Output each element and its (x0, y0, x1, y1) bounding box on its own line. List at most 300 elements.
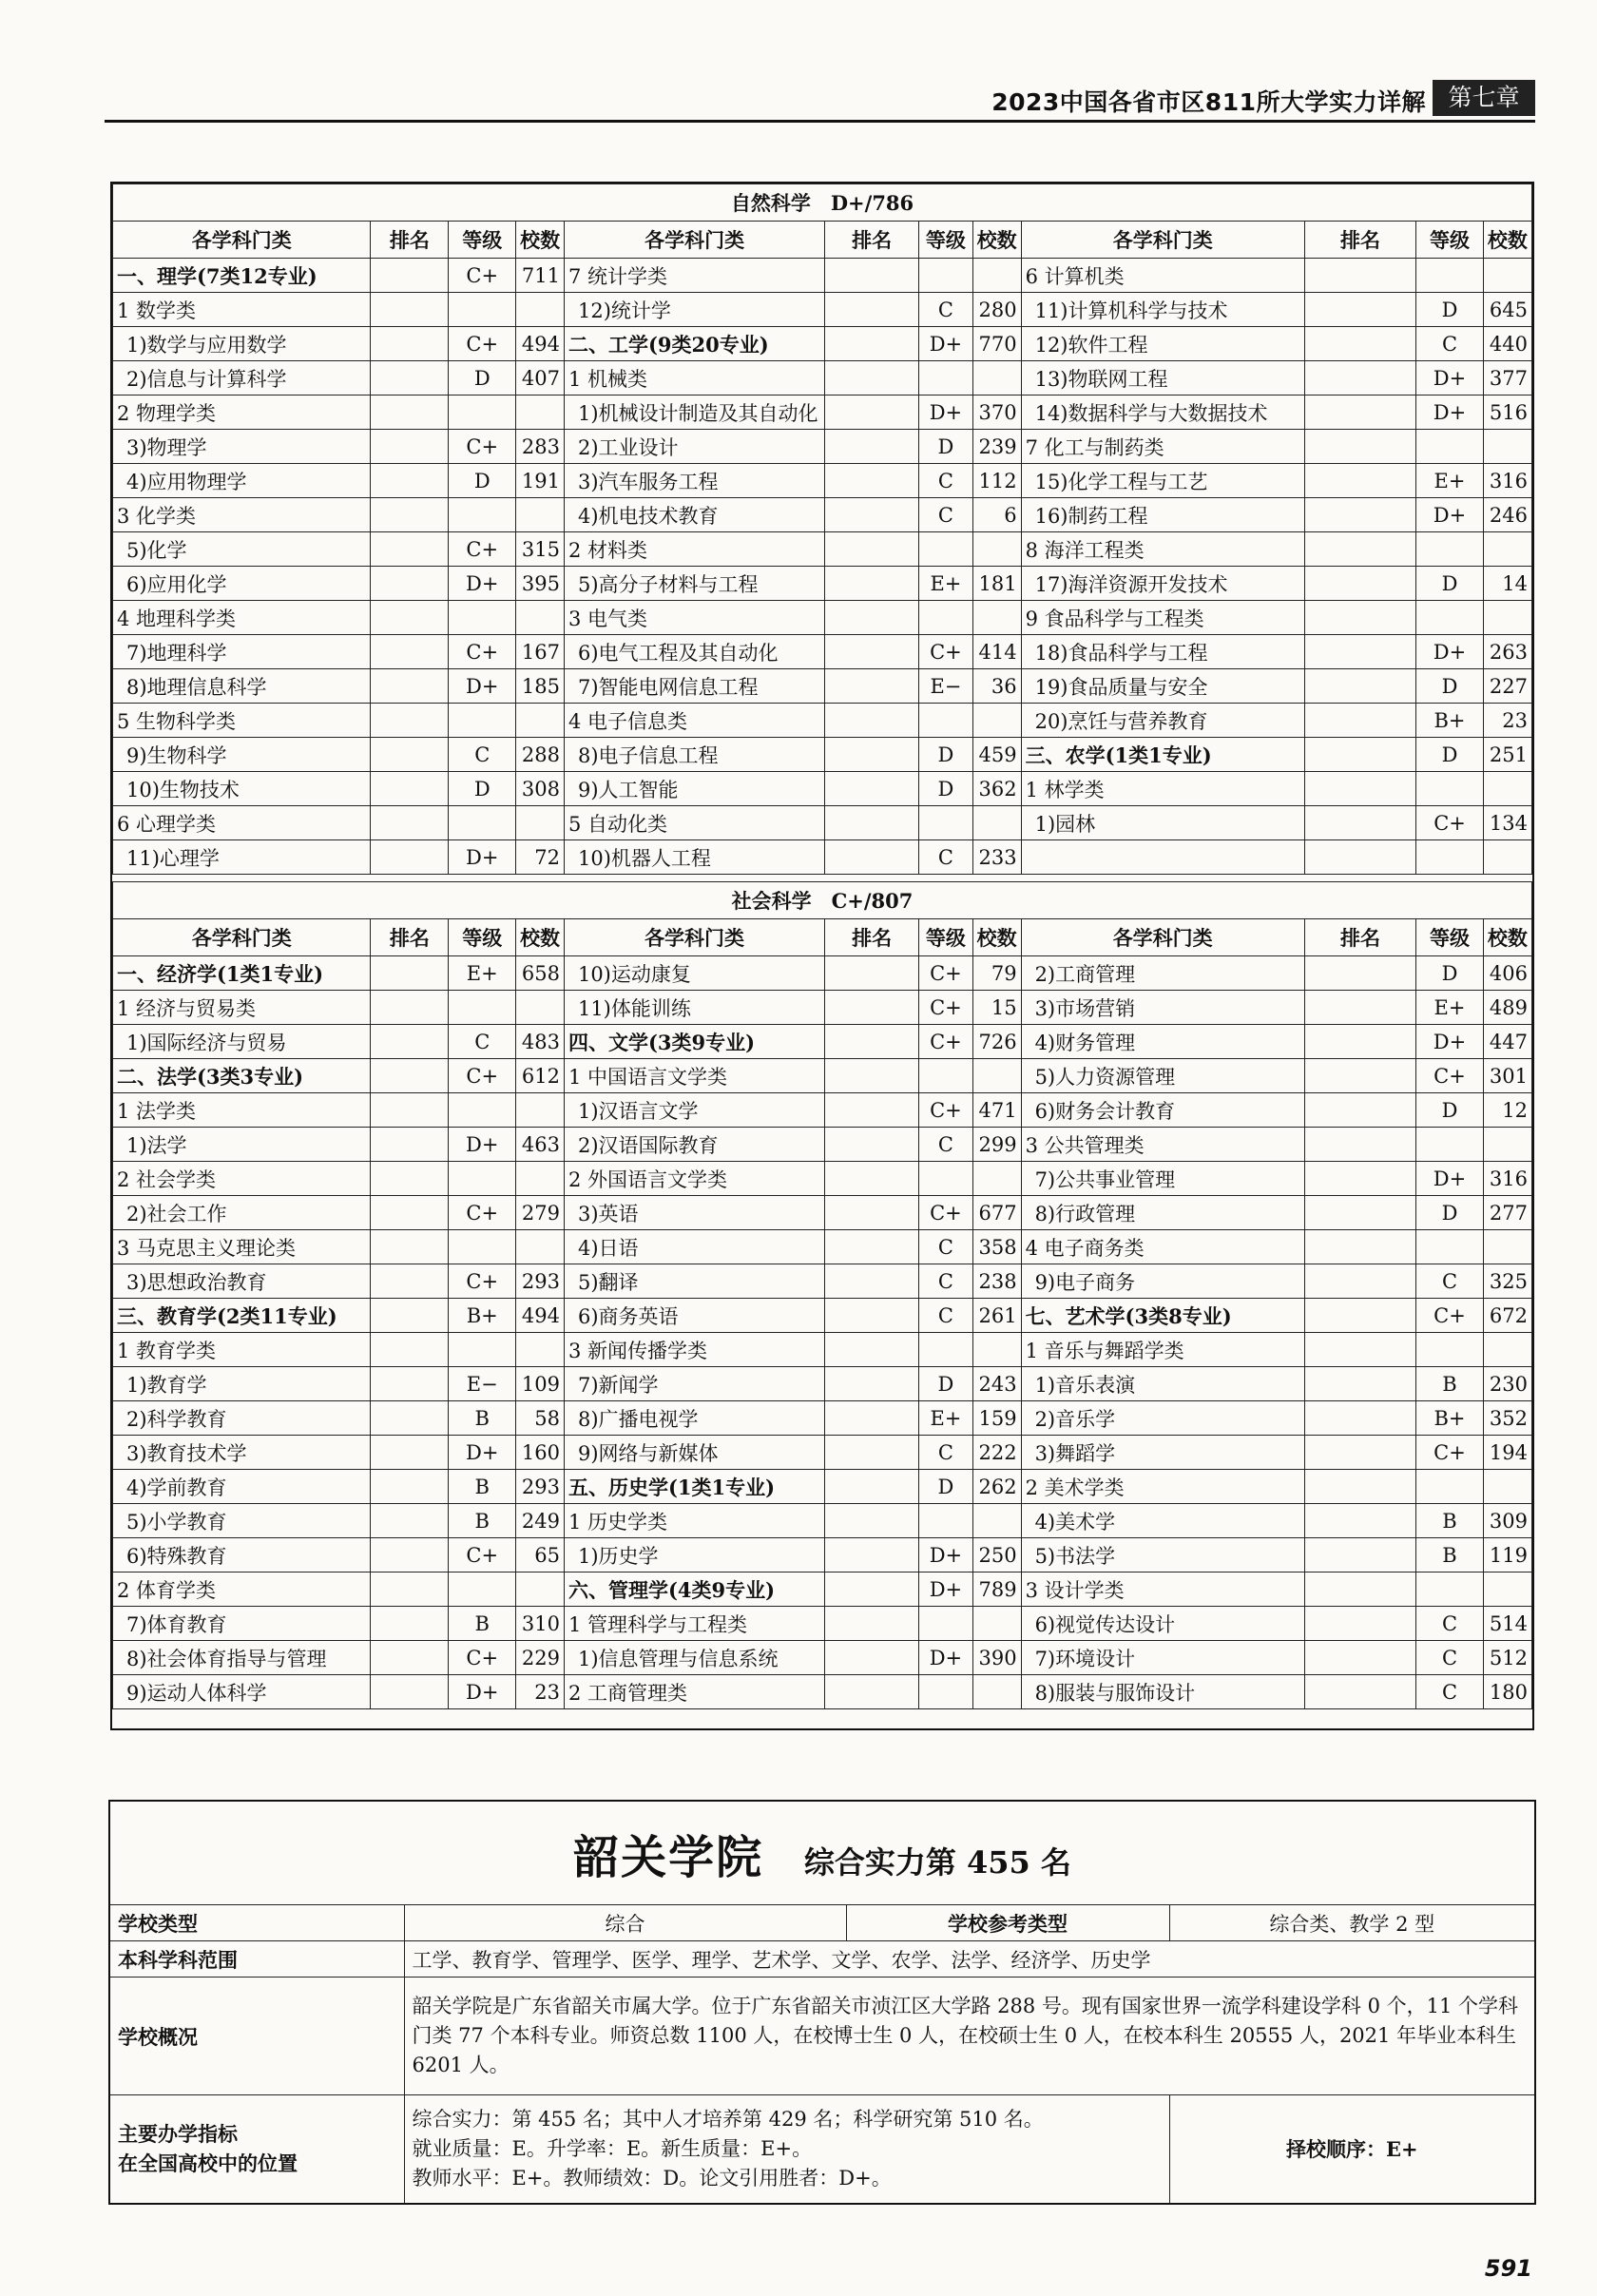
rank-cell (825, 1230, 919, 1264)
count-cell: 414 (972, 635, 1021, 669)
subject-name: 7)新闻学 (564, 1367, 824, 1401)
rank-cell (371, 1299, 449, 1333)
subject-name: 4 地理科学类 (113, 601, 371, 635)
grade-cell: C (919, 1230, 973, 1264)
rank-cell (825, 1607, 919, 1641)
column-header: 等级 (919, 919, 973, 956)
rank-cell (825, 396, 919, 430)
count-cell: 406 (1483, 956, 1531, 991)
count-cell: 310 (516, 1607, 565, 1641)
subject-name: 4)日语 (564, 1230, 824, 1264)
column-header: 排名 (1304, 222, 1415, 259)
subject-name: 2)汉语国际教育 (564, 1128, 824, 1162)
count-cell (972, 259, 1021, 293)
table-row (113, 1059, 1532, 1093)
table-row (113, 1367, 1532, 1401)
column-header-row (113, 919, 1532, 956)
count-cell: 789 (972, 1572, 1021, 1607)
profile-title (109, 1801, 1535, 1905)
count-cell: 370 (972, 396, 1021, 430)
subject-name: 2)音乐学 (1021, 1401, 1304, 1436)
subject-name: 10)运动康复 (564, 956, 824, 991)
grade-cell (1416, 1572, 1484, 1607)
count-cell (1483, 259, 1531, 293)
column-header: 排名 (371, 222, 449, 259)
rank-cell (825, 635, 919, 669)
grade-cell (1416, 259, 1484, 293)
subject-name: 9)人工智能 (564, 772, 824, 806)
subject-name: 3 化学类 (113, 498, 371, 532)
grade-cell (1416, 1128, 1484, 1162)
count-cell: 243 (972, 1367, 1021, 1401)
count-cell (516, 601, 565, 635)
subject-name: 4)应用物理学 (113, 464, 371, 498)
column-header: 排名 (825, 919, 919, 956)
grade-cell: E− (449, 1367, 516, 1401)
subject-name: 3)舞蹈学 (1021, 1436, 1304, 1470)
grade-cell: D+ (1416, 396, 1484, 430)
subject-name: 2 外国语言文学类 (564, 1162, 824, 1196)
count-cell: 119 (1483, 1538, 1531, 1572)
subject-name: 8)电子信息工程 (564, 738, 824, 772)
table-row (113, 1093, 1532, 1128)
count-cell: 14 (1483, 567, 1531, 601)
subject-name: 6)应用化学 (113, 567, 371, 601)
subject-name: 5)翻译 (564, 1264, 824, 1299)
section-title: 自然科学 D+/786 (113, 184, 1532, 222)
subject-name: 1)法学 (113, 1128, 371, 1162)
rank-cell (1304, 1230, 1415, 1264)
subject-name: 7 化工与制药类 (1021, 430, 1304, 464)
grade-cell: C+ (449, 259, 516, 293)
rank-cell (825, 532, 919, 567)
count-cell: 159 (972, 1401, 1021, 1436)
grade-cell (919, 704, 973, 738)
rank-cell (825, 1162, 919, 1196)
count-cell: 514 (1483, 1607, 1531, 1641)
grade-cell: E+ (919, 1401, 973, 1436)
subject-name: 15)化学工程与工艺 (1021, 464, 1304, 498)
rank-cell (1304, 567, 1415, 601)
grade-cell: C (1416, 327, 1484, 361)
subject-name: 10)机器人工程 (564, 840, 824, 875)
subject-name: 三、农学(1类1专业) (1021, 738, 1304, 772)
table-row (113, 772, 1532, 806)
rank-cell (371, 1025, 449, 1059)
count-cell: 58 (516, 1401, 565, 1436)
count-cell: 180 (1483, 1675, 1531, 1709)
subject-name: 1)音乐表演 (1021, 1367, 1304, 1401)
count-cell (516, 991, 565, 1025)
grade-cell: B (1416, 1504, 1484, 1538)
table-row (113, 840, 1532, 875)
rank-cell (1304, 601, 1415, 635)
grade-cell: E+ (1416, 991, 1484, 1025)
subject-name: 一、经济学(1类1专业) (113, 956, 371, 991)
count-cell (972, 361, 1021, 396)
table-row (113, 991, 1532, 1025)
grade-cell: D (1416, 293, 1484, 327)
table-row (113, 532, 1532, 567)
subject-name: 3)物理学 (113, 430, 371, 464)
grade-cell: D+ (449, 567, 516, 601)
count-cell: 280 (972, 293, 1021, 327)
rank-cell (371, 464, 449, 498)
subject-name: 20)烹饪与营养教育 (1021, 704, 1304, 738)
grade-cell: C (919, 840, 973, 875)
column-header: 等级 (449, 222, 516, 259)
grade-cell (1416, 840, 1484, 875)
school-type-value: 综合 (404, 1905, 846, 1941)
count-cell: 36 (972, 669, 1021, 704)
grade-cell (449, 293, 516, 327)
subject-name: 3 马克思主义理论类 (113, 1230, 371, 1264)
rank-cell (1304, 1196, 1415, 1230)
count-cell: 358 (972, 1230, 1021, 1264)
rank-cell (1304, 1093, 1415, 1128)
section-title-row (113, 882, 1532, 919)
count-cell: 181 (972, 567, 1021, 601)
rank-cell (825, 1367, 919, 1401)
subject-name: 六、管理学(4类9专业) (564, 1572, 824, 1607)
subject-name: 11)计算机科学与技术 (1021, 293, 1304, 327)
count-cell: 222 (972, 1436, 1021, 1470)
column-header: 排名 (371, 919, 449, 956)
grade-cell: C+ (449, 1059, 516, 1093)
natural-science-body (113, 184, 1532, 875)
table-row (113, 1436, 1532, 1470)
subject-name: 8)社会体育指导与管理 (113, 1641, 371, 1675)
count-cell (1483, 1230, 1531, 1264)
grade-cell: C+ (1416, 1299, 1484, 1333)
indicator-details (404, 2095, 1169, 2204)
count-cell: 23 (1483, 704, 1531, 738)
subject-name: 1)园林 (1021, 806, 1304, 840)
subject-name: 四、文学(3类9专业) (564, 1025, 824, 1059)
grade-cell (919, 1607, 973, 1641)
grade-cell (449, 1162, 516, 1196)
column-header: 排名 (1304, 919, 1415, 956)
rank-cell (371, 1436, 449, 1470)
subject-name: 8)服装与服饰设计 (1021, 1675, 1304, 1709)
count-cell: 229 (516, 1641, 565, 1675)
count-cell: 309 (1483, 1504, 1531, 1538)
selection-order: 择校顺序：E+ (1169, 2095, 1535, 2204)
column-header: 校数 (516, 919, 565, 956)
reference-type-label: 学校参考类型 (846, 1905, 1169, 1941)
column-header: 各学科门类 (113, 919, 371, 956)
count-cell (516, 498, 565, 532)
grade-cell: C (919, 1128, 973, 1162)
count-cell: 185 (516, 669, 565, 704)
subject-name: 3 电气类 (564, 601, 824, 635)
subject-name: 1)信息管理与信息系统 (564, 1641, 824, 1675)
subject-name: 2 体育学类 (113, 1572, 371, 1607)
indicator-label-line-1: 主要办学指标 (118, 2122, 238, 2147)
subject-name: 2)社会工作 (113, 1196, 371, 1230)
overview-text: 韶关学院是广东省韶关市属大学。位于广东省韶关市浈江区大学路 288 号。现有国家世界一流学科建设学科 0 个，11 个学科门类 77 个本科专业。师资总数 1100 人，在校博士生 0 人，在校硕士生 0 人，在校本科生 20555 人，2021 年毕业本科生 6201 人。 (404, 1978, 1535, 2095)
count-cell: 299 (972, 1128, 1021, 1162)
grade-cell (449, 1093, 516, 1128)
rank-cell (371, 738, 449, 772)
rank-cell (1304, 1436, 1415, 1470)
grade-cell: D (449, 772, 516, 806)
subject-name: 4)美术学 (1021, 1504, 1304, 1538)
grade-cell: C (919, 464, 973, 498)
subject-name: 二、工学(9类20专业) (564, 327, 824, 361)
count-cell: 72 (516, 840, 565, 875)
grade-cell: D (919, 738, 973, 772)
rank-cell (1304, 1333, 1415, 1367)
rank-cell (825, 567, 919, 601)
count-cell: 463 (516, 1128, 565, 1162)
subject-name: 1 机械类 (564, 361, 824, 396)
column-header: 各学科门类 (1021, 919, 1304, 956)
subject-name: 1)机械设计制造及其自动化 (564, 396, 824, 430)
indicator-line-2: 就业质量：E。升学率：E。新生质量：E+。 (412, 2136, 813, 2160)
rank-cell (371, 1607, 449, 1641)
rank-cell (371, 601, 449, 635)
subject-name: 9)生物科学 (113, 738, 371, 772)
count-cell (516, 1230, 565, 1264)
count-cell: 645 (1483, 293, 1531, 327)
table-row (113, 1401, 1532, 1436)
rank-cell (825, 1641, 919, 1675)
subject-name: 1 中国语言文学类 (564, 1059, 824, 1093)
subject-name: 6)视觉传达设计 (1021, 1607, 1304, 1641)
subject-name: 7)环境设计 (1021, 1641, 1304, 1675)
indicator-line-1: 综合实力：第 455 名；其中人才培养第 429 名；科学研究第 510 名。 (412, 2107, 1044, 2131)
count-cell: 301 (1483, 1059, 1531, 1093)
grade-cell: D+ (919, 1572, 973, 1607)
count-cell: 191 (516, 464, 565, 498)
count-cell (972, 601, 1021, 635)
subject-name: 6)电气工程及其自动化 (564, 635, 824, 669)
rank-cell (825, 956, 919, 991)
grade-cell: D+ (449, 669, 516, 704)
rank-cell (1304, 772, 1415, 806)
rank-cell (371, 430, 449, 464)
count-cell (972, 806, 1021, 840)
grade-cell: D (919, 430, 973, 464)
subject-name: 3)思想政治教育 (113, 1264, 371, 1299)
subject-name: 14)数据科学与大数据技术 (1021, 396, 1304, 430)
subject-name: 七、艺术学(3类8专业) (1021, 1299, 1304, 1333)
rank-cell (1304, 991, 1415, 1025)
grade-cell: C+ (449, 1641, 516, 1675)
subject-name: 9)网络与新媒体 (564, 1436, 824, 1470)
rank-cell (371, 1128, 449, 1162)
rank-cell (1304, 396, 1415, 430)
rank-cell (371, 1641, 449, 1675)
count-cell: 677 (972, 1196, 1021, 1230)
reference-type-value: 综合类、教学 2 型 (1169, 1905, 1535, 1941)
rank-cell (825, 1196, 919, 1230)
grade-cell (449, 601, 516, 635)
rank-cell (825, 806, 919, 840)
subject-name: 1 经济与贸易类 (113, 991, 371, 1025)
discipline-scope-value: 工学、教育学、管理学、医学、理学、艺术学、文学、农学、法学、经济学、历史学 (404, 1941, 1535, 1978)
subject-name: 4 电子信息类 (564, 704, 824, 738)
count-cell: 483 (516, 1025, 565, 1059)
grade-cell: D (919, 772, 973, 806)
rank-cell (371, 1367, 449, 1401)
count-cell: 362 (972, 772, 1021, 806)
grade-cell: C (449, 1025, 516, 1059)
rank-cell (371, 1401, 449, 1436)
rank-cell (371, 293, 449, 327)
subject-name: 1)国际经济与贸易 (113, 1025, 371, 1059)
column-header: 校数 (1483, 919, 1531, 956)
natural-science-table (112, 183, 1532, 875)
count-cell: 279 (516, 1196, 565, 1230)
subject-name: 5)人力资源管理 (1021, 1059, 1304, 1093)
table-row (113, 1470, 1532, 1504)
count-cell: 471 (972, 1093, 1021, 1128)
subject-name: 18)食品科学与工程 (1021, 635, 1304, 669)
column-header: 各学科门类 (1021, 222, 1304, 259)
grade-cell (449, 704, 516, 738)
subject-name: 10)生物技术 (113, 772, 371, 806)
subject-name: 1)汉语言文学 (564, 1093, 824, 1128)
subject-name: 11)体能训练 (564, 991, 824, 1025)
count-cell (1483, 772, 1531, 806)
grade-cell (1416, 601, 1484, 635)
count-cell: 395 (516, 567, 565, 601)
count-cell: 167 (516, 635, 565, 669)
subject-name: 4)机电技术教育 (564, 498, 824, 532)
count-cell: 227 (1483, 669, 1531, 704)
rank-cell (1304, 956, 1415, 991)
rank-cell (825, 1538, 919, 1572)
chapter-tab: 第七章 (1433, 80, 1535, 116)
rank-cell (825, 1128, 919, 1162)
grade-cell: C (919, 293, 973, 327)
grade-cell: D (449, 361, 516, 396)
section-title: 社会科学 C+/807 (113, 882, 1532, 919)
count-cell: 65 (516, 1538, 565, 1572)
count-cell: 109 (516, 1367, 565, 1401)
grade-cell: D+ (919, 1641, 973, 1675)
count-cell: 249 (516, 1504, 565, 1538)
rank-cell (1304, 1299, 1415, 1333)
grade-cell (1416, 1470, 1484, 1504)
count-cell: 447 (1483, 1025, 1531, 1059)
grade-cell: D+ (919, 1538, 973, 1572)
column-header: 校数 (972, 222, 1021, 259)
table-row (113, 464, 1532, 498)
subject-name: 2 工商管理类 (564, 1675, 824, 1709)
rank-cell (1304, 738, 1415, 772)
count-cell: 494 (516, 1299, 565, 1333)
count-cell: 352 (1483, 1401, 1531, 1436)
subject-name: 6)特殊教育 (113, 1538, 371, 1572)
grade-cell: C (1416, 1675, 1484, 1709)
column-header: 等级 (1416, 919, 1484, 956)
grade-cell (919, 1504, 973, 1538)
grade-cell (919, 1675, 973, 1709)
rank-cell (825, 1333, 919, 1367)
grade-cell (919, 601, 973, 635)
subject-name: 3 新闻传播学类 (564, 1333, 824, 1367)
subject-name (1021, 840, 1304, 875)
column-header: 排名 (825, 222, 919, 259)
subject-name: 17)海洋资源开发技术 (1021, 567, 1304, 601)
grade-cell: D+ (1416, 635, 1484, 669)
count-cell: 23 (516, 1675, 565, 1709)
grade-cell: D+ (449, 1436, 516, 1470)
rank-cell (1304, 1504, 1415, 1538)
count-cell (1483, 532, 1531, 567)
rank-cell (825, 1299, 919, 1333)
table-row (113, 1162, 1532, 1196)
rank-cell (825, 1436, 919, 1470)
rank-cell (1304, 327, 1415, 361)
rank-cell (371, 669, 449, 704)
rank-cell (371, 361, 449, 396)
count-cell: 440 (1483, 327, 1531, 361)
subject-name: 2)科学教育 (113, 1401, 371, 1436)
subject-name: 1 教育学类 (113, 1333, 371, 1367)
subject-name: 3 公共管理类 (1021, 1128, 1304, 1162)
column-header: 校数 (972, 919, 1021, 956)
subject-name: 12)统计学 (564, 293, 824, 327)
subject-name: 5)小学教育 (113, 1504, 371, 1538)
grade-cell: D (1416, 567, 1484, 601)
table-row (113, 1641, 1532, 1675)
grade-cell: B+ (1416, 1401, 1484, 1436)
table-row (113, 956, 1532, 991)
grade-cell: B (449, 1504, 516, 1538)
count-cell: 293 (516, 1264, 565, 1299)
count-cell: 283 (516, 430, 565, 464)
subject-name: 9)电子商务 (1021, 1264, 1304, 1299)
count-cell (1483, 1572, 1531, 1607)
subject-name: 1 管理科学与工程类 (564, 1607, 824, 1641)
grade-cell: B (449, 1470, 516, 1504)
grade-cell (449, 1572, 516, 1607)
rank-cell (1304, 1264, 1415, 1299)
rank-cell (825, 430, 919, 464)
rank-cell (825, 738, 919, 772)
column-header: 各学科门类 (113, 222, 371, 259)
grade-cell (919, 1333, 973, 1367)
subject-name: 2)工商管理 (1021, 956, 1304, 991)
indicator-line-3: 教师水平：E+。教师绩效：D。论文引用胜者：D+。 (412, 2166, 892, 2190)
rank-cell (371, 259, 449, 293)
table-row (113, 1504, 1532, 1538)
subject-name: 7)体育教育 (113, 1607, 371, 1641)
count-cell (516, 396, 565, 430)
grade-cell: C (449, 738, 516, 772)
social-science-table (112, 881, 1532, 1709)
subject-name: 2)工业设计 (564, 430, 824, 464)
discipline-scope-label: 本科学科范围 (109, 1941, 404, 1978)
table-row (113, 1572, 1532, 1607)
subject-name: 8)广播电视学 (564, 1401, 824, 1436)
grade-cell: B+ (1416, 704, 1484, 738)
rank-cell (371, 806, 449, 840)
rank-cell (371, 1538, 449, 1572)
count-cell: 12 (1483, 1093, 1531, 1128)
subject-name: 7)地理科学 (113, 635, 371, 669)
grade-cell: D (449, 464, 516, 498)
subject-name: 9 食品科学与工程类 (1021, 601, 1304, 635)
count-cell (972, 1675, 1021, 1709)
subject-name: 16)制药工程 (1021, 498, 1304, 532)
rank-cell (825, 669, 919, 704)
university-name: 韶关学院 (573, 1830, 764, 1884)
